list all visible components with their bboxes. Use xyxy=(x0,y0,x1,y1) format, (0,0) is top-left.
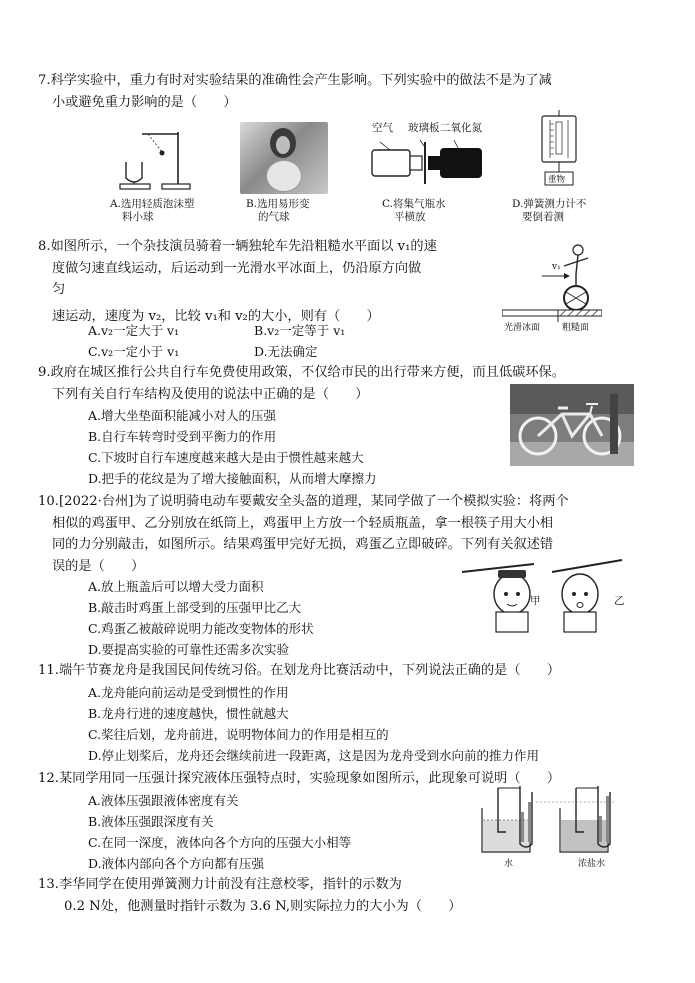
q9-stem-line1: 9.政府在城区推行公共自行车免费使用政策，不仅给市民的出行带来方便，而且低碳环保。 xyxy=(38,365,565,380)
q7-caption-d xyxy=(512,198,586,224)
q8-label-ice: 光滑冰面 xyxy=(504,323,541,333)
q8-option-b: B.v₂一定等于 v₁ xyxy=(254,323,346,338)
q10-stem-line3: 同的力分别敲击，如图所示。结果鸡蛋甲完好无损，鸡蛋乙立即破碎。下列有关叙述错 xyxy=(52,537,554,552)
q10-option-c: C.鸡蛋乙被敲碎说明力能改变物体的形状 xyxy=(88,621,314,636)
q10-stem-line4: 误的是（ ） xyxy=(52,558,145,574)
q8-option-c: C.v₂一定小于 v₁ xyxy=(88,344,180,359)
q7-label-no2: 二氧化氮 xyxy=(440,122,482,134)
q11-option-d: D.停止划桨后，龙舟还会继续前进一段距离，这是因为龙舟受到水向前的推力作用 xyxy=(88,748,540,763)
q7-caption-a-line2: 料小球 xyxy=(122,211,154,223)
q8-option-a: A.v₂一定大于 v₁ xyxy=(88,323,180,338)
q11-stem: 11.端午节赛龙舟是我国民间传统习俗。在划龙舟比赛活动中，下列说法正确的是（ ） xyxy=(38,663,561,678)
q7-caption-a-line1: A.选用轻质泡沫塑 xyxy=(110,198,195,210)
q12-stem: 12.某同学用同一压强计探究液体压强特点时，实验现象如图所示，此现象可说明（ ） xyxy=(38,771,561,786)
q11-option-a: A.龙舟能向前运动是受到惯性的作用 xyxy=(88,685,289,700)
q10-figure-eggs xyxy=(456,554,636,636)
balloon-shape xyxy=(266,160,302,192)
q7-stem-line2: 小或避免重力影响的是（ ） xyxy=(52,94,237,110)
q10-option-b: B.敲击时鸡蛋上部受到的压强甲比乙大 xyxy=(88,600,302,615)
q8-option-d: D.无法确定 xyxy=(254,344,318,359)
question-11 xyxy=(38,660,668,682)
q12-option-a: A.液体压强跟液体密度有关 xyxy=(88,793,239,808)
q7-caption-c xyxy=(382,198,446,224)
q11-option-c: C.桨往后划，龙舟前进，说明物体间力的作用是相互的 xyxy=(88,727,389,742)
q7-label-air: 空气 xyxy=(372,122,393,134)
q7-caption-c-line1: C.将集气瓶水 xyxy=(382,198,446,210)
q10-stem-line2: 相似的鸡蛋甲、乙分别放在纸筒上，鸡蛋甲上方放一个轻质瓶盖，拿一根筷子用大小相 xyxy=(52,515,554,531)
q9-option-c: C.下坡时自行车速度越来越大是由于惯性越来越大 xyxy=(88,450,364,465)
question-8 xyxy=(38,236,508,327)
q8-stem-line2: 度做匀速直线运动，后运动到一光滑水平冰面上，仍沿原方向做 xyxy=(52,260,422,276)
q12-option-b: B.液体压强跟深度有关 xyxy=(88,814,214,829)
q10-stem-line1: 10.[2022·台州]为了说明骑电动车要戴安全头盔的道理，某同学做了一个模拟实验：将两个 xyxy=(38,494,569,509)
q7-figure-c-bottles xyxy=(368,136,494,192)
q8-stem-line1: 8.如图所示，一个杂技演员骑着一辆独轮车先沿粗糙水平面以 v₁的速 xyxy=(38,239,437,254)
q9-option-a: A.增大坐垫面积能减小对人的压强 xyxy=(88,408,277,423)
q13-stem-line1: 13.李华同学在使用弹簧测力计前没有注意校零，指针的示数为 xyxy=(38,877,402,892)
q12-figure-pressure-gauge xyxy=(476,784,626,856)
q7-caption-b xyxy=(246,198,310,224)
q8-figure-unicycle xyxy=(502,240,602,332)
q7-caption-b-line2: 的气球 xyxy=(258,211,290,223)
q10-label-jia: 甲 xyxy=(530,595,541,607)
q11-option-b: B.龙舟行进的速度越快，惯性就越大 xyxy=(88,706,289,721)
q13-stem-line2: 0.2 N处，他测量时指针示数为 3.6 N,则实际拉力的大小为（ ） xyxy=(64,898,462,914)
q9-option-d: D.把手的花纹是为了增大接触面积，从而增大摩擦力 xyxy=(88,471,377,486)
q12-option-d: D.液体内部向各个方向都有压强 xyxy=(88,856,265,871)
q7-label-glass: 玻璃板 xyxy=(408,122,440,134)
q7-label-weight: 重物 xyxy=(548,175,566,185)
q12-label-salt-water: 浓盐水 xyxy=(578,859,606,869)
q7-caption-d-line1: D.弹簧测力计不 xyxy=(512,198,587,210)
q8-label-rough: 粗糙面 xyxy=(562,323,590,333)
q10-option-a: A.放上瓶盖后可以增大受力面积 xyxy=(88,579,264,594)
q8-label-v1: v₁ xyxy=(552,262,561,272)
q7-caption-b-line1: B.选用易形变 xyxy=(246,198,310,210)
question-13 xyxy=(38,874,658,917)
q9-figure-bicycle-photo xyxy=(510,384,634,466)
q12-option-c: C.在同一深度，液体向各个方向的压强大小相等 xyxy=(88,835,352,850)
question-7 xyxy=(38,70,638,113)
q9-option-b: B.自行车转弯时受到平衡力的作用 xyxy=(88,429,277,444)
q7-caption-d-line2: 要倒着测 xyxy=(522,211,564,223)
q10-option-d: D.要提高实验的可靠性还需多次实验 xyxy=(88,642,290,657)
q8-stem-line3: 匀 xyxy=(52,282,66,297)
q7-figure-a-stand xyxy=(112,122,192,194)
q7-stem-line1: 7.科学实验中，重力有时对实验结果的准确性会产生影响。下列实验中的做法不是为了减 xyxy=(38,73,552,88)
q7-caption-a xyxy=(110,198,194,224)
q10-label-yi: 乙 xyxy=(614,595,625,607)
q7-figure-b-photo xyxy=(240,122,328,194)
person-face-shape xyxy=(276,136,290,154)
q8-stem-line4: 速运动，速度为 v₂，比较 v₁和 v₂的大小，则有（ ） xyxy=(52,308,380,324)
q12-label-water: 水 xyxy=(504,859,514,869)
q9-stem-line2: 下列有关自行车结构及使用的说法中正确的是（ ） xyxy=(52,386,369,402)
q7-caption-c-line2: 平横放 xyxy=(394,211,426,223)
